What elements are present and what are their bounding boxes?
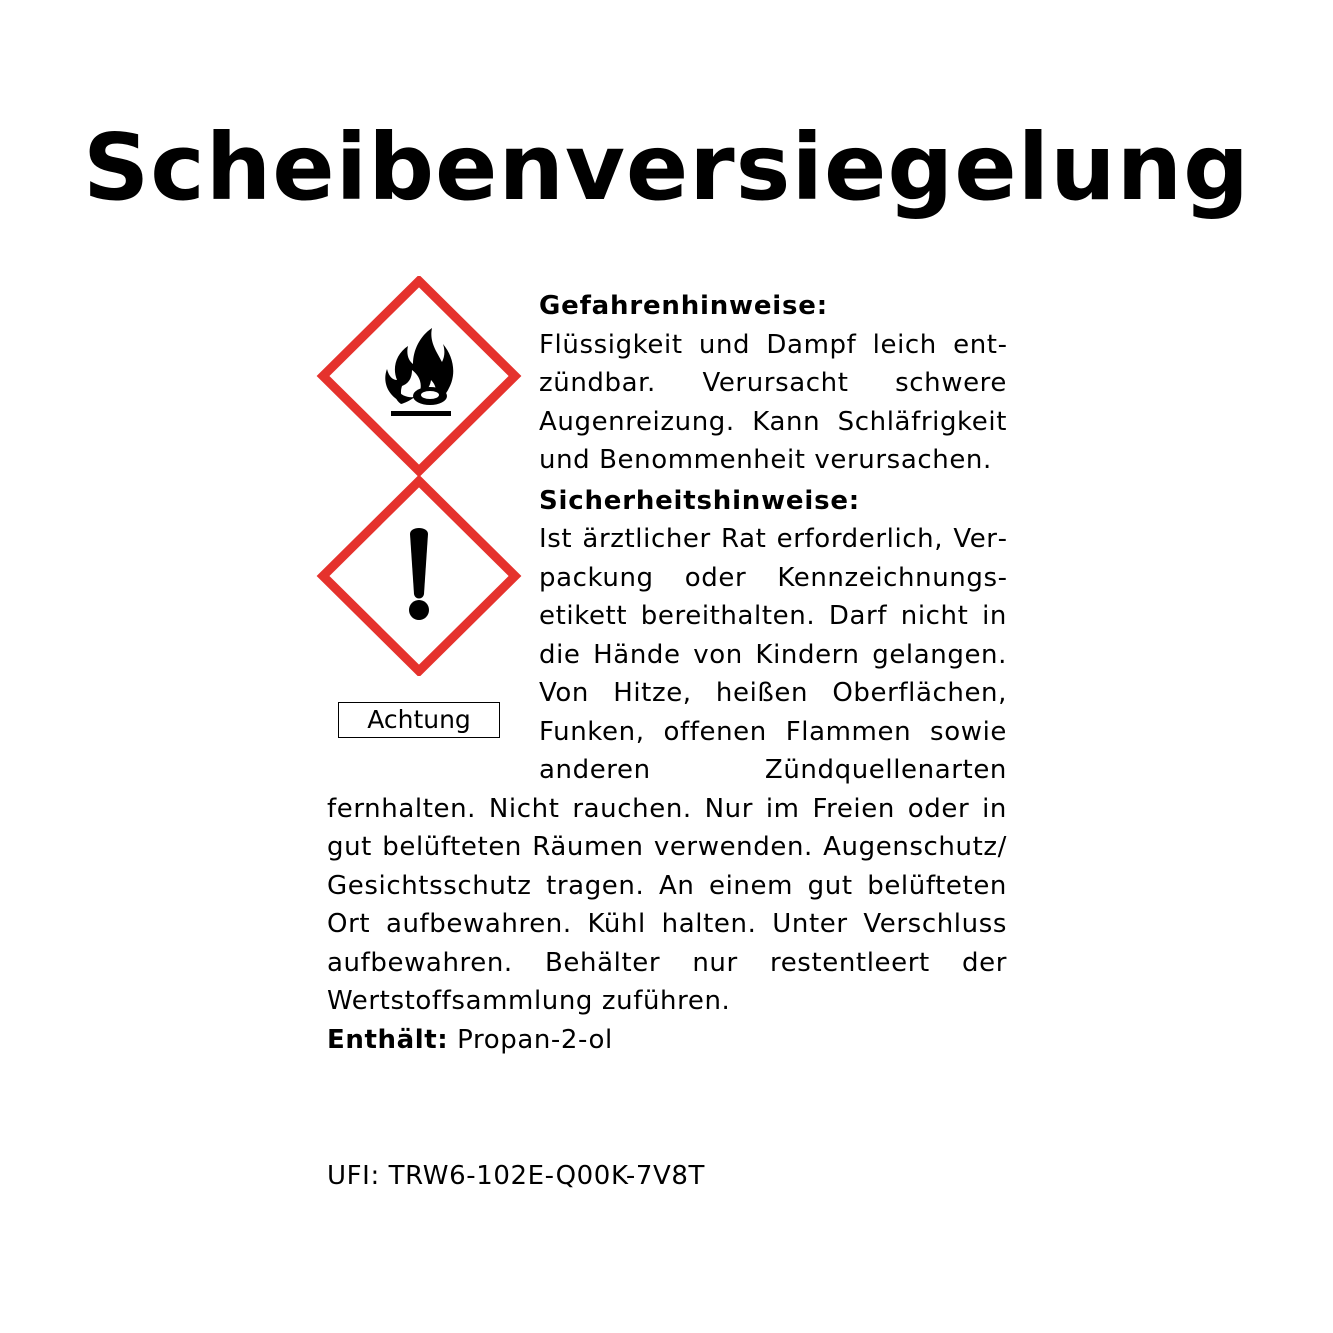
contains-value: Propan-2-ol xyxy=(457,1024,613,1055)
hazard-statements: Flüssigkeit und Dampf leich entzündbar. Verursacht schwere Augenreizung. Kann Schläfrigkeit und Benommenheit verursachen. xyxy=(539,329,1007,475)
ufi-code: UFI: TRW6-102E-Q00K-7V8T xyxy=(327,1161,705,1191)
product-title: Scheibenversiegelung xyxy=(82,114,1251,221)
contains-line xyxy=(327,1021,1007,1060)
hazard-heading: Gefahrenhinweise: xyxy=(539,291,828,321)
hazard-text-block xyxy=(327,287,1007,1059)
signal-word-box: Achtung xyxy=(338,702,500,738)
precaution-heading: Sicherheitshinweise: xyxy=(539,485,860,516)
pictogram-spacer xyxy=(327,287,539,787)
contains-label: Enthält: xyxy=(327,1024,449,1055)
precaution-statements: Ist ärztlicher Rat erforderlich, Verpackung oder Kennzeichnungsetikett bereithalten. Darf nicht in die Hände von Kindern gelangen. Von Hitze, heißen Oberflächen, Funken, offenen Flammen sowie anderen Zündquellenarten fernhalten. Nicht rauchen. Nur im Freien oder in gut belüfteten Räumen verwenden. Augenschutz/ Gesichtsschutz tragen. An einem gut belüfteten Ort aufbewahren. Kühl halten. Unter Verschluss aufbewahren. Behälter nur restentleert der Wertstoffsammlung zuführen. xyxy=(327,524,1007,1016)
